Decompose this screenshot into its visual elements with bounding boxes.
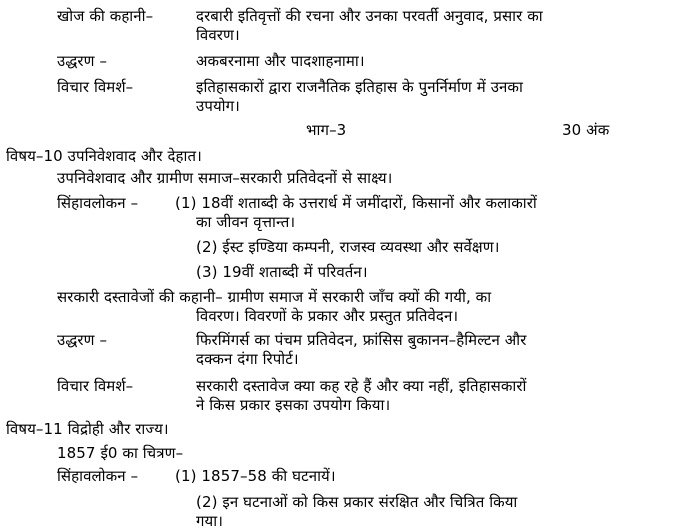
- topic-11-overview-item-1: (1) 1857–58 की घटनायें।: [175, 467, 336, 485]
- topic-10-vichar-line-1: सरकारी दस्तावेज क्या कह रहे हैं और क्या नहीं, इतिहासकारों: [196, 377, 527, 395]
- topic-10-vichar-line-2: ने किस प्रकार इसका उपयोग किया।: [196, 396, 391, 414]
- part-heading: भाग–3: [306, 121, 347, 139]
- part-marks: 30 अंक: [562, 121, 610, 139]
- topic-10-title: विषय–10 उपनिवेशवाद और देहात।: [6, 147, 202, 165]
- topic-10-vichar-label: विचार विमर्श–: [57, 377, 134, 395]
- topic-10-story-line-1: सरकारी दस्तावेजों की कहानी– ग्रामीण समाज में सरकारी जाँच क्यों की गयी, का: [57, 288, 492, 306]
- topic-10-overview-item-1-line-2: का जीवन वृत्तान्त।: [196, 213, 296, 231]
- topic-10-subtitle: उपनिवेशवाद और ग्रामीण समाज–सरकारी प्रतिवेदनों से साक्ष्य।: [57, 169, 393, 187]
- khoj-text-line-1: दरबारी इतिवृत्तों की रचना और उनका परवर्ती अनुवाद, प्रसार का: [196, 7, 543, 25]
- topic-10-overview-label: सिंहावलोकन –: [57, 194, 139, 212]
- khoj-text-line-2: विवरण।: [196, 26, 240, 44]
- topic-11-overview-item-2-line-2: गया।: [196, 512, 224, 530]
- topic-11-overview-label: सिंहावलोकन –: [57, 467, 139, 485]
- topic-10-uddharan-line-2: दक्कन दंगा रिपोर्ट।: [196, 350, 299, 368]
- topic-10-overview-item-3: (3) 19वीं शताब्दी में परिवर्तन।: [196, 263, 368, 281]
- topic-10-uddharan-label: उद्धरण –: [57, 331, 108, 349]
- topic-10-overview-item-2: (2) ईस्ट इण्डिया कम्पनी, राजस्व व्यवस्था और सर्वेक्षण।: [196, 238, 500, 256]
- khoj-label: खोज की कहानी–: [57, 7, 154, 25]
- vichar-label: विचार विमर्श–: [57, 78, 134, 96]
- uddharan-text: अकबरनामा और पादशाहनामा।: [196, 52, 365, 70]
- vichar-text-line-1: इतिहासकारों द्वारा राजनैतिक इतिहास के पुनर्निर्माण में उनका: [196, 78, 523, 96]
- topic-11-overview-item-2-line-1: (2) इन घटनाओं को किस प्रकार संरक्षित और चित्रित किया: [196, 493, 518, 511]
- topic-11-title: विषय–11 विद्रोही और राज्य।: [6, 420, 169, 438]
- uddharan-label: उद्धरण –: [57, 52, 108, 70]
- topic-10-uddharan-line-1: फिरमिंगर्स का पंचम प्रतिवेदन, फ्रांसिस बुकानन–हैमिल्टन और: [196, 331, 527, 349]
- topic-11-subtitle: 1857 ई0 का चित्रण–: [57, 444, 184, 462]
- topic-10-story-line-2: विवरण। विवरणों के प्रकार और प्रस्तुत प्रतिवेदन।: [196, 307, 459, 325]
- vichar-text-line-2: उपयोग।: [196, 97, 240, 115]
- topic-10-overview-item-1-line-1: (1) 18वीं शताब्दी के उत्तरार्ध में जमींदारों, किसानों और कलाकारों: [175, 194, 537, 212]
